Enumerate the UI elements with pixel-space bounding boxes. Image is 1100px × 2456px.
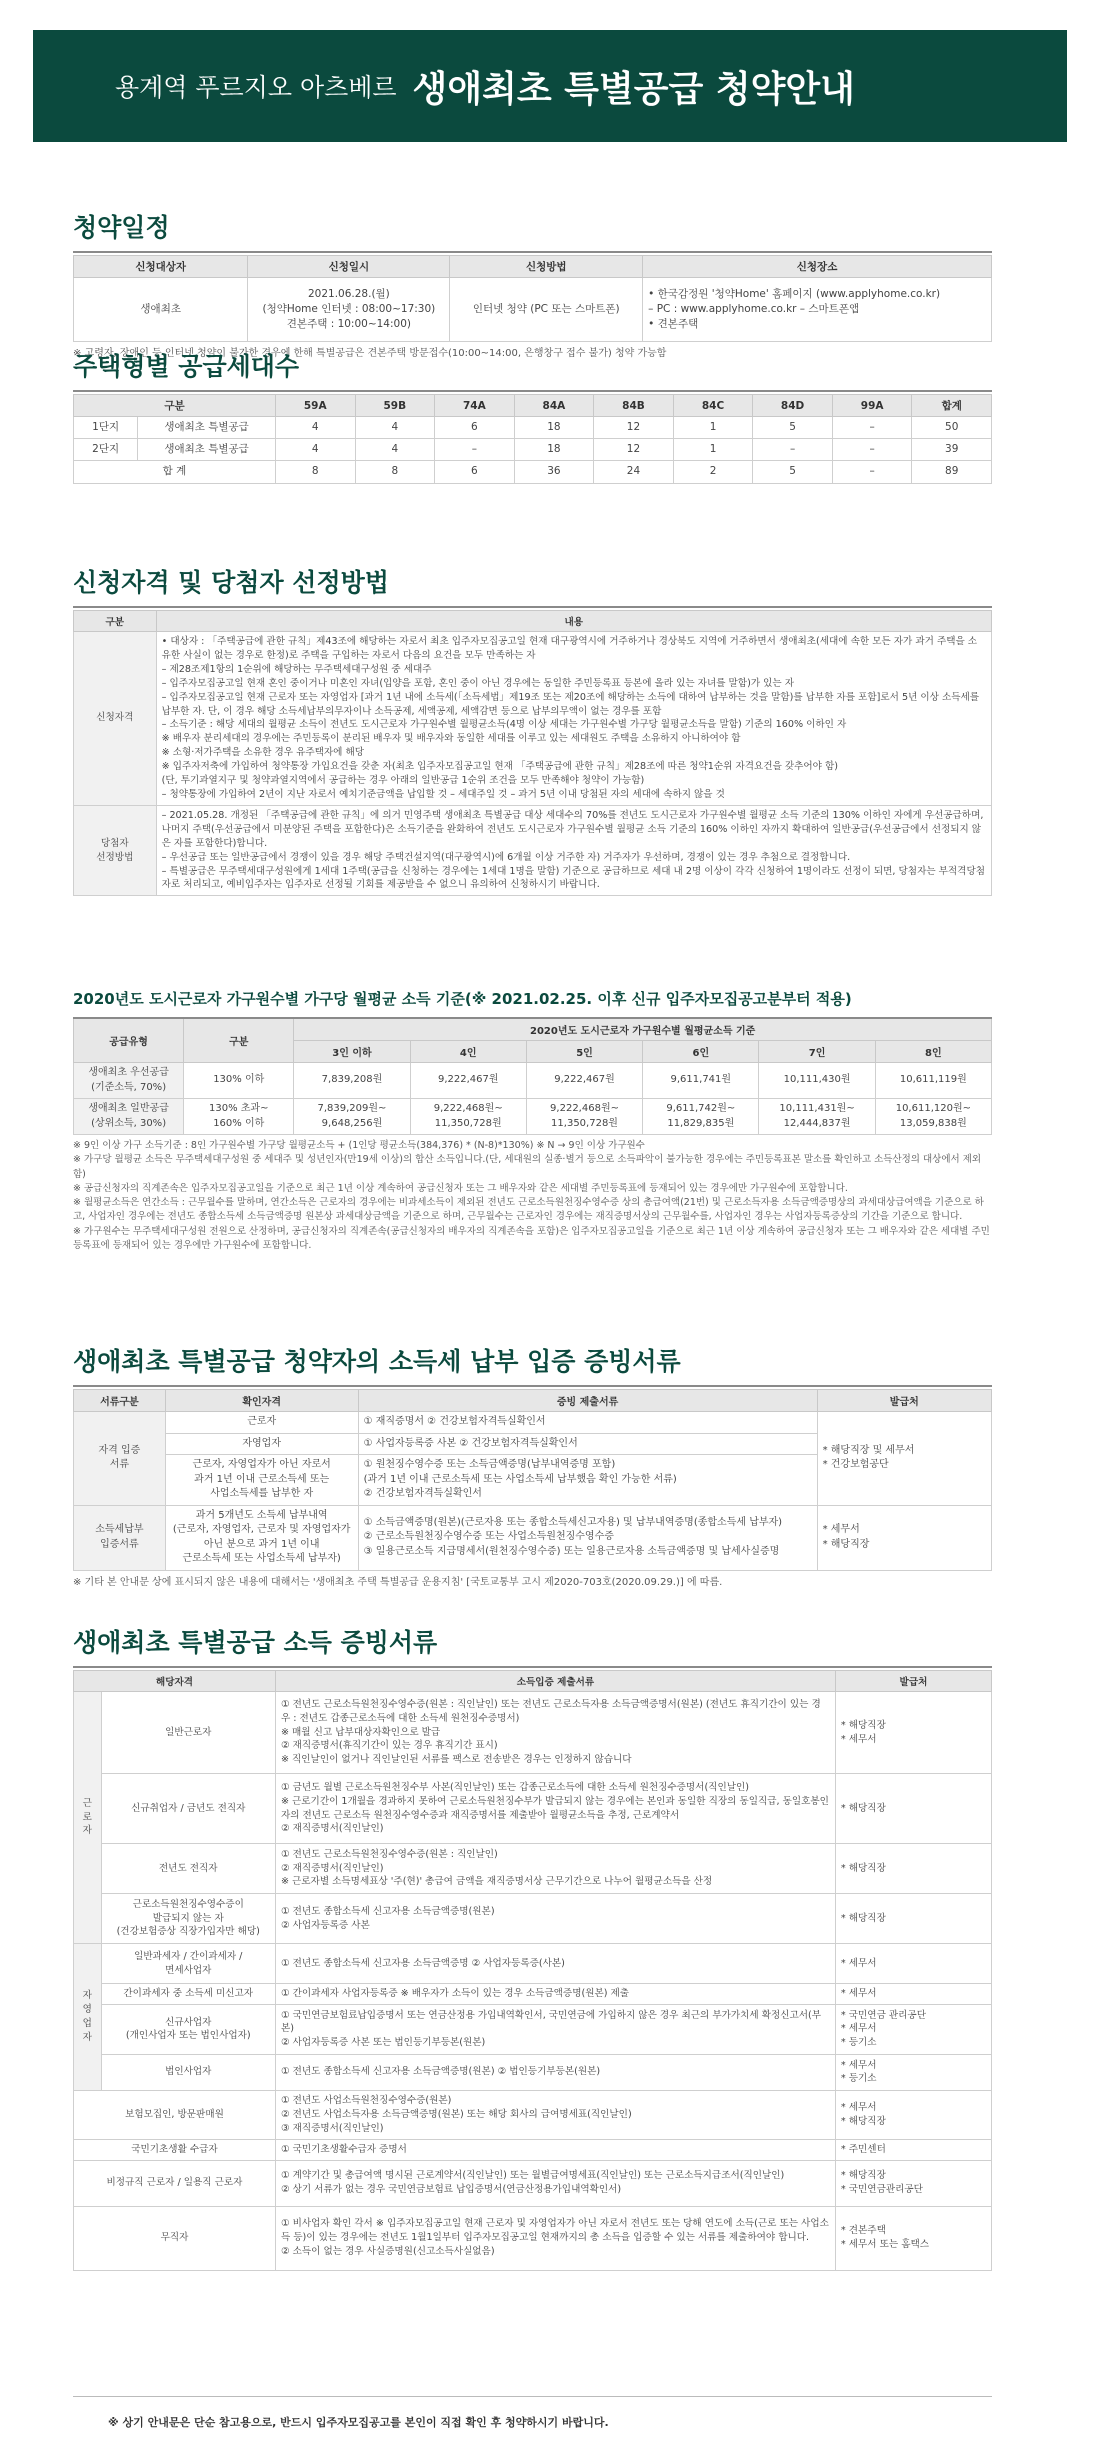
th: 증빙 제출서류 bbox=[358, 1390, 817, 1412]
cell: 자영업자 bbox=[165, 1433, 358, 1455]
table-row-total bbox=[74, 461, 992, 483]
supply-title: 주택형별 공급세대수 bbox=[73, 347, 992, 392]
th: 7인 bbox=[759, 1041, 875, 1063]
cell: – bbox=[753, 439, 833, 461]
cell: 합 계 bbox=[74, 461, 276, 483]
cell: 1 bbox=[673, 417, 753, 439]
th: 84C bbox=[673, 395, 753, 417]
cell: 비정규직 근로자 / 일용직 근로자 bbox=[74, 2160, 276, 2206]
cell: 4 bbox=[355, 417, 435, 439]
cell: * 세무서 bbox=[835, 1944, 991, 1984]
th: 6인 bbox=[643, 1041, 759, 1063]
supply-table bbox=[73, 394, 992, 484]
cell: * 해당직장 bbox=[835, 1844, 991, 1894]
cell: 근로자 bbox=[165, 1412, 358, 1434]
header-banner bbox=[33, 30, 1067, 142]
cell: * 해당직장 bbox=[835, 1894, 991, 1944]
cell: * 해당직장 bbox=[835, 1774, 991, 1844]
cell: 소득세납부 입증서류 bbox=[74, 1505, 166, 1570]
cell: 10,611,120원~ 13,059,838원 bbox=[875, 1099, 991, 1135]
cell: 18 bbox=[514, 439, 594, 461]
eligibility-title: 신청자격 및 당첨자 선정방법 bbox=[73, 563, 992, 608]
cell: 39 bbox=[912, 439, 992, 461]
table-row bbox=[74, 417, 992, 439]
cell: – bbox=[832, 461, 912, 483]
th: 구분 bbox=[184, 1018, 294, 1063]
group-label: 자 영 업 자 bbox=[74, 1944, 102, 2091]
income-title: 2020년도 도시근로자 가구원수별 가구당 월평균 소득 기준(※ 2021.02.25. 이후 신규 입주자모집공고분부터 적용) bbox=[73, 990, 852, 1008]
schedule-table bbox=[73, 255, 992, 342]
th: 8인 bbox=[875, 1041, 991, 1063]
cell: • 대상자 : 「주택공급에 관한 규칙」제43조에 해당하는 자로서 최초 입주자모집공고일 현재 대구광역시에 거주하거나 경상북도 지역에 거주하면서 생애최초(세대에 속한 모든 자가 과거 주택을 소유한 사실이 없는 경우로 한정)로 주택을 구입하는 자로서 다음의 요건을 모두 만족하는 자 – 제28조제1항의 1순위에 해당하는 무주택세대구성원 중 세대주 – 입주자모집공고일 현재 혼인 중이거나 미혼인 자녀(입양을 포함, 혼인 중이 아닌 경우에는 동일한 주민등록표 등본에 올라 있는 자녀를 말함)가 있는 자 – 입주자모집공고일 현재 근로자 또는 자영업자 [과거 1년 내에 소득세(「소득세법」제19조 또는 제20조에 해당하는 소득에 대하여 납부하는 것을 말함)를 납부한 자를 포함]로서 5년 이상 소득세를 납부한 자. 단, 이 경우 해당 소득세납부의무자이나 소득공제, 세액공제, 세액감면 등으로 납부의무액이 없는 경우를 포함 – 소득기준 : 해당 세대의 월평균 소득이 전년도 도시근로자 가구원수별 월평균소득(4명 이상 세대는 가구원수별 가구당 월평균소득을 말함) 기준의 160% 이하인 자 ※ 배우자 분리세대의 경우에는 주민등록이 분리된 배우자 및 배우자와 동일한 세대를 이루고 있는 세대원도 주택을 소유하지 아니하여야 함 ※ 소형·저가주택을 소유한 경우 유주택자에 해당 ※ 입주자저축에 가입하여 청약통장 가입요건을 갖춘 자(최초 입주자모집공고일 현재 「주택공급에 관한 규칙」제28조에 따른 청약1순위 자격요건을 갖추어야 함) (단, 투기과열지구 및 청약과열지역에서 공급하는 경우 아래의 일반공급 1순위 조건을 모두 만족해야 청약이 가능함) – 청약통장에 가입하여 2년이 지난 자로서 예치기준금액을 납입할 것 – 세대주일 것 – 과거 5년 이내 당첨된 자의 세대에 속하지 않을 것 bbox=[156, 632, 991, 806]
cell: 6 bbox=[435, 461, 515, 483]
income-section bbox=[73, 988, 992, 1253]
cell: 간이과세자 중 소득세 미신고자 bbox=[101, 1984, 275, 2005]
cell: 12 bbox=[594, 439, 674, 461]
cell: ① 간이과세자 사업자등록증 ※ 배우자가 소득이 있는 경우 소득금액증명(원본) 제출 bbox=[275, 1984, 835, 2005]
cell: 과거 5개년도 소득세 납부내역 (근로자, 자영업자, 근로자 및 자영업자가 아닌 분으로 과거 1년 이내 근로소득세 또는 사업소득세 납부자) bbox=[165, 1505, 358, 1570]
table-row bbox=[74, 439, 992, 461]
cell: 2단지 bbox=[74, 439, 138, 461]
cell: 무직자 bbox=[74, 2206, 276, 2270]
group-label: 근 로 자 bbox=[74, 1692, 102, 1944]
th: 99A bbox=[832, 395, 912, 417]
cell: 18 bbox=[514, 417, 594, 439]
th: 84A bbox=[514, 395, 594, 417]
th: 서류구분 bbox=[74, 1390, 166, 1412]
th: 59A bbox=[275, 395, 355, 417]
th: 내용 bbox=[156, 611, 991, 632]
cell: ① 원천징수영수증 또는 소득금액증명(납부내역증명 포함) (과거 1년 이내 근로소득세 또는 사업소득세 납부했음 확인 가능한 서류) ② 건강보험자격득실확인서 bbox=[358, 1455, 817, 1506]
cell: ① 전년도 종합소득세 신고자용 소득금액증명(원본) ② 법인등기부등본(원본) bbox=[275, 2054, 835, 2090]
cell: 일반근로자 bbox=[101, 1692, 275, 1774]
cell: 1단지 bbox=[74, 417, 138, 439]
incomeproof-section bbox=[73, 1623, 992, 2271]
th: 2020년도 도시근로자 가구원수별 월평균소득 기준 bbox=[294, 1018, 992, 1041]
cell: 1 bbox=[673, 439, 753, 461]
schedule-title: 청약일정 bbox=[73, 208, 992, 253]
cell: 9,222,468원~ 11,350,728원 bbox=[410, 1099, 526, 1135]
cell: ① 전년도 종합소득세 신고자용 소득금액증명(원본) ② 사업자등록증 사본 bbox=[275, 1894, 835, 1944]
th: 5인 bbox=[526, 1041, 642, 1063]
footer-note: ※ 상기 안내문은 단순 참고용으로, 반드시 입주자모집공고를 본인이 직접 확인 후 청약하시기 바랍니다. bbox=[108, 2416, 609, 2429]
th: 구분 bbox=[74, 611, 157, 632]
cell: ① 비사업자 확인 각서 ※ 입주자모집공고일 현재 근로자 및 자영업자가 아닌 자로서 전년도 또는 당해 연도에 소득(근로 또는 사업소득 등)이 있는 경우에는 전년도 1월1일부터 입주자모집공고일 현재까지의 총 소득을 입증할 수 있는 서류를 제출하여야 합니다. ② 소득이 없는 경우 사실증명원(신고소득사실없음) bbox=[275, 2206, 835, 2270]
cell: 보험모집인, 방문판매원 bbox=[74, 2090, 276, 2139]
divider bbox=[73, 2396, 992, 2397]
income-table bbox=[73, 1017, 992, 1135]
cell: 24 bbox=[594, 461, 674, 483]
th: 발급처 bbox=[835, 1671, 991, 1692]
cell: 7,839,208원 bbox=[294, 1063, 410, 1099]
cell: ① 전년도 근로소득원천징수영수증(원본 : 직인날인) ② 재직증명서(직인날인) ※ 근로자별 소득명세표상 '주(현)' 총급여 금액을 재직증명서상 근무기간으로 나누어 월평균소득을 산정 bbox=[275, 1844, 835, 1894]
cell: * 세무서 * 해당직장 bbox=[835, 2090, 991, 2139]
cell: – bbox=[435, 439, 515, 461]
th: 소득입증 제출서류 bbox=[275, 1671, 835, 1692]
cell: 10,611,119원 bbox=[875, 1063, 991, 1099]
cell: 생애최초 특별공급 bbox=[138, 417, 276, 439]
cell: ① 재직증명서 ② 건강보험자격득실확인서 bbox=[358, 1412, 817, 1434]
cell: ① 국민연금보험료납입증명서 또는 연금산정용 가입내역확인서, 국민연금에 가입하지 않은 경우 최근의 부가가치세 확정신고서(부본) ② 사업자등록증 사본 또는 법인등기부등본(원본) bbox=[275, 2004, 835, 2054]
header-title: 생애최초 특별공급 청약안내 bbox=[412, 68, 855, 110]
cell: 50 bbox=[912, 417, 992, 439]
th: 3인 이하 bbox=[294, 1041, 410, 1063]
cell: ① 사업자등록증 사본 ② 건강보험자격득실확인서 bbox=[358, 1433, 817, 1455]
cell: ① 전년도 종합소득세 신고자용 소득금액증명 ② 사업자등록증(사본) bbox=[275, 1944, 835, 1984]
header-prefix: 용계역 푸르지오 아츠베르 bbox=[115, 73, 397, 102]
cell: 생애최초 특별공급 bbox=[138, 439, 276, 461]
cell: 5 bbox=[753, 417, 833, 439]
taxproof-section bbox=[73, 1342, 992, 1590]
cell: 4 bbox=[275, 417, 355, 439]
cell: ① 소득금액증명(원본)(근로자용 또는 종합소득세신고자용) 및 납부내역증명(종합소득세 납부자) ② 근로소득원천징수영수증 또는 사업소득원천징수영수증 ③ 일용근로소득 지급명세서(원천징수영수증) 또는 일용근로자용 소득금액증명 및 납세사실증명 bbox=[358, 1505, 817, 1570]
cell: * 국민연금 관리공단 * 세무서 * 등기소 bbox=[835, 2004, 991, 2054]
th: 신청일시 bbox=[248, 256, 450, 278]
cell: ① 계약기간 및 총급여액 명시된 근로계약서(직인날인) 또는 월별급여명세표(직인날인) 또는 근로소득지급조서(직인날인) ② 상기 서류가 없는 경우 국민연금보험료 납입증명서(연금산정용가입내역확인서) bbox=[275, 2160, 835, 2206]
cell: 신규취업자 / 금년도 전직자 bbox=[101, 1774, 275, 1844]
schedule-section bbox=[73, 208, 992, 361]
cell: * 세무서 bbox=[835, 1984, 991, 2005]
schedule-note: ※ 고령자, 장애인 등 인터넷 청약이 불가한 경우에 한해 특별공급은 견본주택 방문접수(10:00~14:00, 은행창구 접수 불가) 청약 가능함 bbox=[73, 348, 667, 359]
taxproof-table bbox=[73, 1389, 992, 1571]
cell: 자격 입증 서류 bbox=[74, 1412, 166, 1506]
cell: 4 bbox=[355, 439, 435, 461]
cell: 130% 이하 bbox=[184, 1063, 294, 1099]
incomeproof-title: 생애최초 특별공급 소득 증빙서류 bbox=[73, 1623, 992, 1668]
cell: 10,111,431원~ 12,444,837원 bbox=[759, 1099, 875, 1135]
cell: 전년도 전직자 bbox=[101, 1844, 275, 1894]
taxproof-note: ※ 기타 본 안내문 상에 표시되지 않은 내용에 대해서는 '생애최초 주택 특별공급 운용지침' [국토교통부 고시 제2020-703호(2020.09.29.)] 에 따름. bbox=[73, 1576, 723, 1588]
cell: – bbox=[832, 417, 912, 439]
cell: • 한국감정원 '청약Home' 홈페이지 (www.applyhome.co.kr) – PC : www.applyhome.co.kr – 스마트폰앱 • 견본주택 bbox=[643, 278, 992, 342]
th: 신청방법 bbox=[450, 256, 643, 278]
cell: 신규사업자 (개인사업자 또는 법인사업자) bbox=[101, 2004, 275, 2054]
cell: 89 bbox=[912, 461, 992, 483]
th: 4인 bbox=[410, 1041, 526, 1063]
cell: 7,839,209원~ 9,648,256원 bbox=[294, 1099, 410, 1135]
cell: * 세무서 * 해당직장 bbox=[817, 1505, 991, 1570]
cell: 12 bbox=[594, 417, 674, 439]
eligibility-section bbox=[73, 563, 992, 896]
cell: 9,611,741원 bbox=[643, 1063, 759, 1099]
cell: * 해당직장 * 세무서 bbox=[835, 1692, 991, 1774]
cell: 8 bbox=[355, 461, 435, 483]
row-label: 신청자격 bbox=[74, 632, 157, 806]
cell: – 2021.05.28. 개정된 「주택공급에 관한 규칙」에 의거 민영주택 생애최초 특별공급 대상 세대수의 70%를 전년도 도시근로자 가구원수별 월평균 소득 기준의 130% 이하인 자에게 우선공급하며, 나머지 주택(우선공급에서 미분양된 주택을 포함한다)은 소득기준을 완화하여 전년도 도시근로자 가구원수별 월평균 소득 기준의 160% 이하인 자까지 확대하여 일반공급(우선공급에서 선정되지 않은 자를 포함한다)합니다. – 우선공급 또는 일반공급에서 경쟁이 있을 경우 해당 주택건설지역(대구광역시)에 6개월 이상 거주한 자) 거주자가 우선하며, 경쟁이 있는 경우 추첨으로 결정합니다. – 특별공급은 무주택세대구성원에게 1세대 1주택(공급을 신청하는 경우에는 1세대 1명을 말함) 기준으로 공급하므로 세대 내 2명 이상이 각각 신청하여 1명이라도 선정이 되면, 당첨자는 부적격당첨자로 처리되고, 예비입주자는 입주자로 선정될 기회를 제공받을 수 없으니 유의하여 신청하시기 바랍니다. bbox=[156, 805, 991, 895]
cell: – bbox=[832, 439, 912, 461]
th: 발급처 bbox=[817, 1390, 991, 1412]
cell: 생애최초 우선공급 (기준소득, 70%) bbox=[74, 1063, 184, 1099]
row-label: 당첨자 선정방법 bbox=[74, 805, 157, 895]
cell: ① 국민기초생활수급자 증명서 bbox=[275, 2139, 835, 2160]
cell: 6 bbox=[435, 417, 515, 439]
th: 84D bbox=[753, 395, 833, 417]
th: 합계 bbox=[912, 395, 992, 417]
cell: 2 bbox=[673, 461, 753, 483]
th: 해당자격 bbox=[74, 1671, 276, 1692]
incomeproof-table bbox=[73, 1670, 992, 2271]
cell: 130% 초과~ 160% 이하 bbox=[184, 1099, 294, 1135]
cell: 9,222,467원 bbox=[526, 1063, 642, 1099]
cell: 생애최초 bbox=[74, 278, 248, 342]
th: 구분 bbox=[74, 395, 276, 417]
cell: 국민기초생활 수급자 bbox=[74, 2139, 276, 2160]
cell: 9,611,742원~ 11,829,835원 bbox=[643, 1099, 759, 1135]
cell: 2021.06.28.(월) (청약Home 인터넷 : 08:00~17:30) 견본주택 : 10:00~14:00) bbox=[248, 278, 450, 342]
cell: ① 전년도 사업소득원천징수영수증(원본) ② 전년도 사업소득자용 소득금액증명(원본) 또는 해당 회사의 급여명세표(직인날인) ③ 재직증명서(직인날인) bbox=[275, 2090, 835, 2139]
cell: 4 bbox=[275, 439, 355, 461]
cell: 5 bbox=[753, 461, 833, 483]
eligibility-table bbox=[73, 610, 992, 896]
cell: 일반과세자 / 간이과세자 / 면세사업자 bbox=[101, 1944, 275, 1984]
th: 공급유형 bbox=[74, 1018, 184, 1063]
cell: 법인사업자 bbox=[101, 2054, 275, 2090]
cell: * 견본주택 * 세무서 또는 홈택스 bbox=[835, 2206, 991, 2270]
th: 신청대상자 bbox=[74, 256, 248, 278]
cell: ① 금년도 월별 근로소득원천징수부 사본(직인날인) 또는 갑종근로소득에 대한 소득세 원천징수증명서(직인날인) ※ 근로기간이 1개월을 경과하지 못하여 근로소득원천징수부가 발급되지 않는 경우에는 본인과 동일한 직장의 동일직급, 동일호봉인 자의 전년도 근로소득 원천징수영수증과 재직증명서를 제출받아 월평균소득을 추정, 근로계약서 ② 재직증명서(직인날인) bbox=[275, 1774, 835, 1844]
taxproof-title: 생애최초 특별공급 청약자의 소득세 납부 입증 증빙서류 bbox=[73, 1342, 992, 1387]
cell: 생애최초 일반공급 (상위소득, 30%) bbox=[74, 1099, 184, 1135]
th: 84B bbox=[594, 395, 674, 417]
th: 59B bbox=[355, 395, 435, 417]
th: 확인자격 bbox=[165, 1390, 358, 1412]
cell: 8 bbox=[275, 461, 355, 483]
cell: 9,222,467원 bbox=[410, 1063, 526, 1099]
cell: 36 bbox=[514, 461, 594, 483]
income-notes: ※ 9인 이상 가구 소득기준 : 8인 가구원수별 가구당 월평균소득 + (1인당 평균소득(384,376) * (N-8)*130%) ※ N → 9인 이상 가구원수 ※ 가구당 월평균 소득은 무주택세대구성원 중 세대주 및 성년인자(만19세 이상)의 합산 소득입니다.(단, 세대원의 실종·별거 등으로 소득파악이 불가능한 경우에는 주민등록표본 말소를 확인하고 소득산정의 대상에서 제외함) ※ 공급신청자의 직계존속은 입주자모집공고일을 기준으로 최근 1년 이상 계속하여 공급신청자 또는 그 배우자와 같은 세대별 주민등록표에 등재되어 있는 경우에만 가구원수에 포함합니다. ※ 월평균소득은 연간소득 : 근무월수를 말하며, 연간소득은 근로자의 경우에는 비과세소득이 제외된 전년도 근로소득원천징수영수증 상의 총급여액(21번) 및 근로소득자용 소득금액증명상의 과세대상급여액을 기준으로 하고, 사업자인 경우에는 전년도 종합소득세 소득금액증명 원본상 과세대상금액을 기준으로 하며, 근무월수는 근로자인 경우에는 재직증명서상의 근무월수를, 사업자인 경우는 사업자등록증상의 기간을 기준으로 합니다. ※ 가구원수는 무주택세대구성원 전원으로 산정하며, 공급신청자의 직계존속(공급신청자의 배우자의 직계존속을 포함)은 입주자모집공고일을 기준으로 최근 1년 이상 계속하여 공급신청자 또는 그 배우자와 같은 세대별 주민등록표에 등재되어 있는 경우에만 가구원수에 포함합니다. bbox=[73, 1140, 990, 1251]
cell: 근로자, 자영업자가 아닌 자로서 과거 1년 이내 근로소득세 또는 사업소득세를 납부한 자 bbox=[165, 1455, 358, 1506]
cell: ① 전년도 근로소득원천징수영수증(원본 : 직인날인) 또는 전년도 근로소득자용 소득금액증명서(원본) (전년도 휴직기간이 있는 경우 : 전년도 갑종근로소득에 대한 소득세 원천징수증명서) ※ 매월 신고 납부대상자확인으로 발급 ② 재직증명서(휴직기간이 있는 경우 휴직기간 표시) ※ 직인날인이 없거나 직인날인된 서류를 팩스로 전송받은 경우는 인정하지 않습니다 bbox=[275, 1692, 835, 1774]
cell: 근로소득원천징수영수증이 발급되지 않는 자 (건강보험증상 직장가입자만 해당) bbox=[101, 1894, 275, 1944]
cell: * 해당직장 및 세무서 * 건강보험공단 bbox=[817, 1412, 991, 1506]
supply-section bbox=[73, 347, 992, 484]
cell: 인터넷 청약 (PC 또는 스마트폰) bbox=[450, 278, 643, 342]
cell: 10,111,430원 bbox=[759, 1063, 875, 1099]
cell: * 주민센터 bbox=[835, 2139, 991, 2160]
page bbox=[0, 30, 1100, 2456]
th: 신청장소 bbox=[643, 256, 992, 278]
th: 74A bbox=[435, 395, 515, 417]
cell: * 세무서 * 등기소 bbox=[835, 2054, 991, 2090]
cell: * 해당직장 * 국민연금관리공단 bbox=[835, 2160, 991, 2206]
cell: 9,222,468원~ 11,350,728원 bbox=[526, 1099, 642, 1135]
